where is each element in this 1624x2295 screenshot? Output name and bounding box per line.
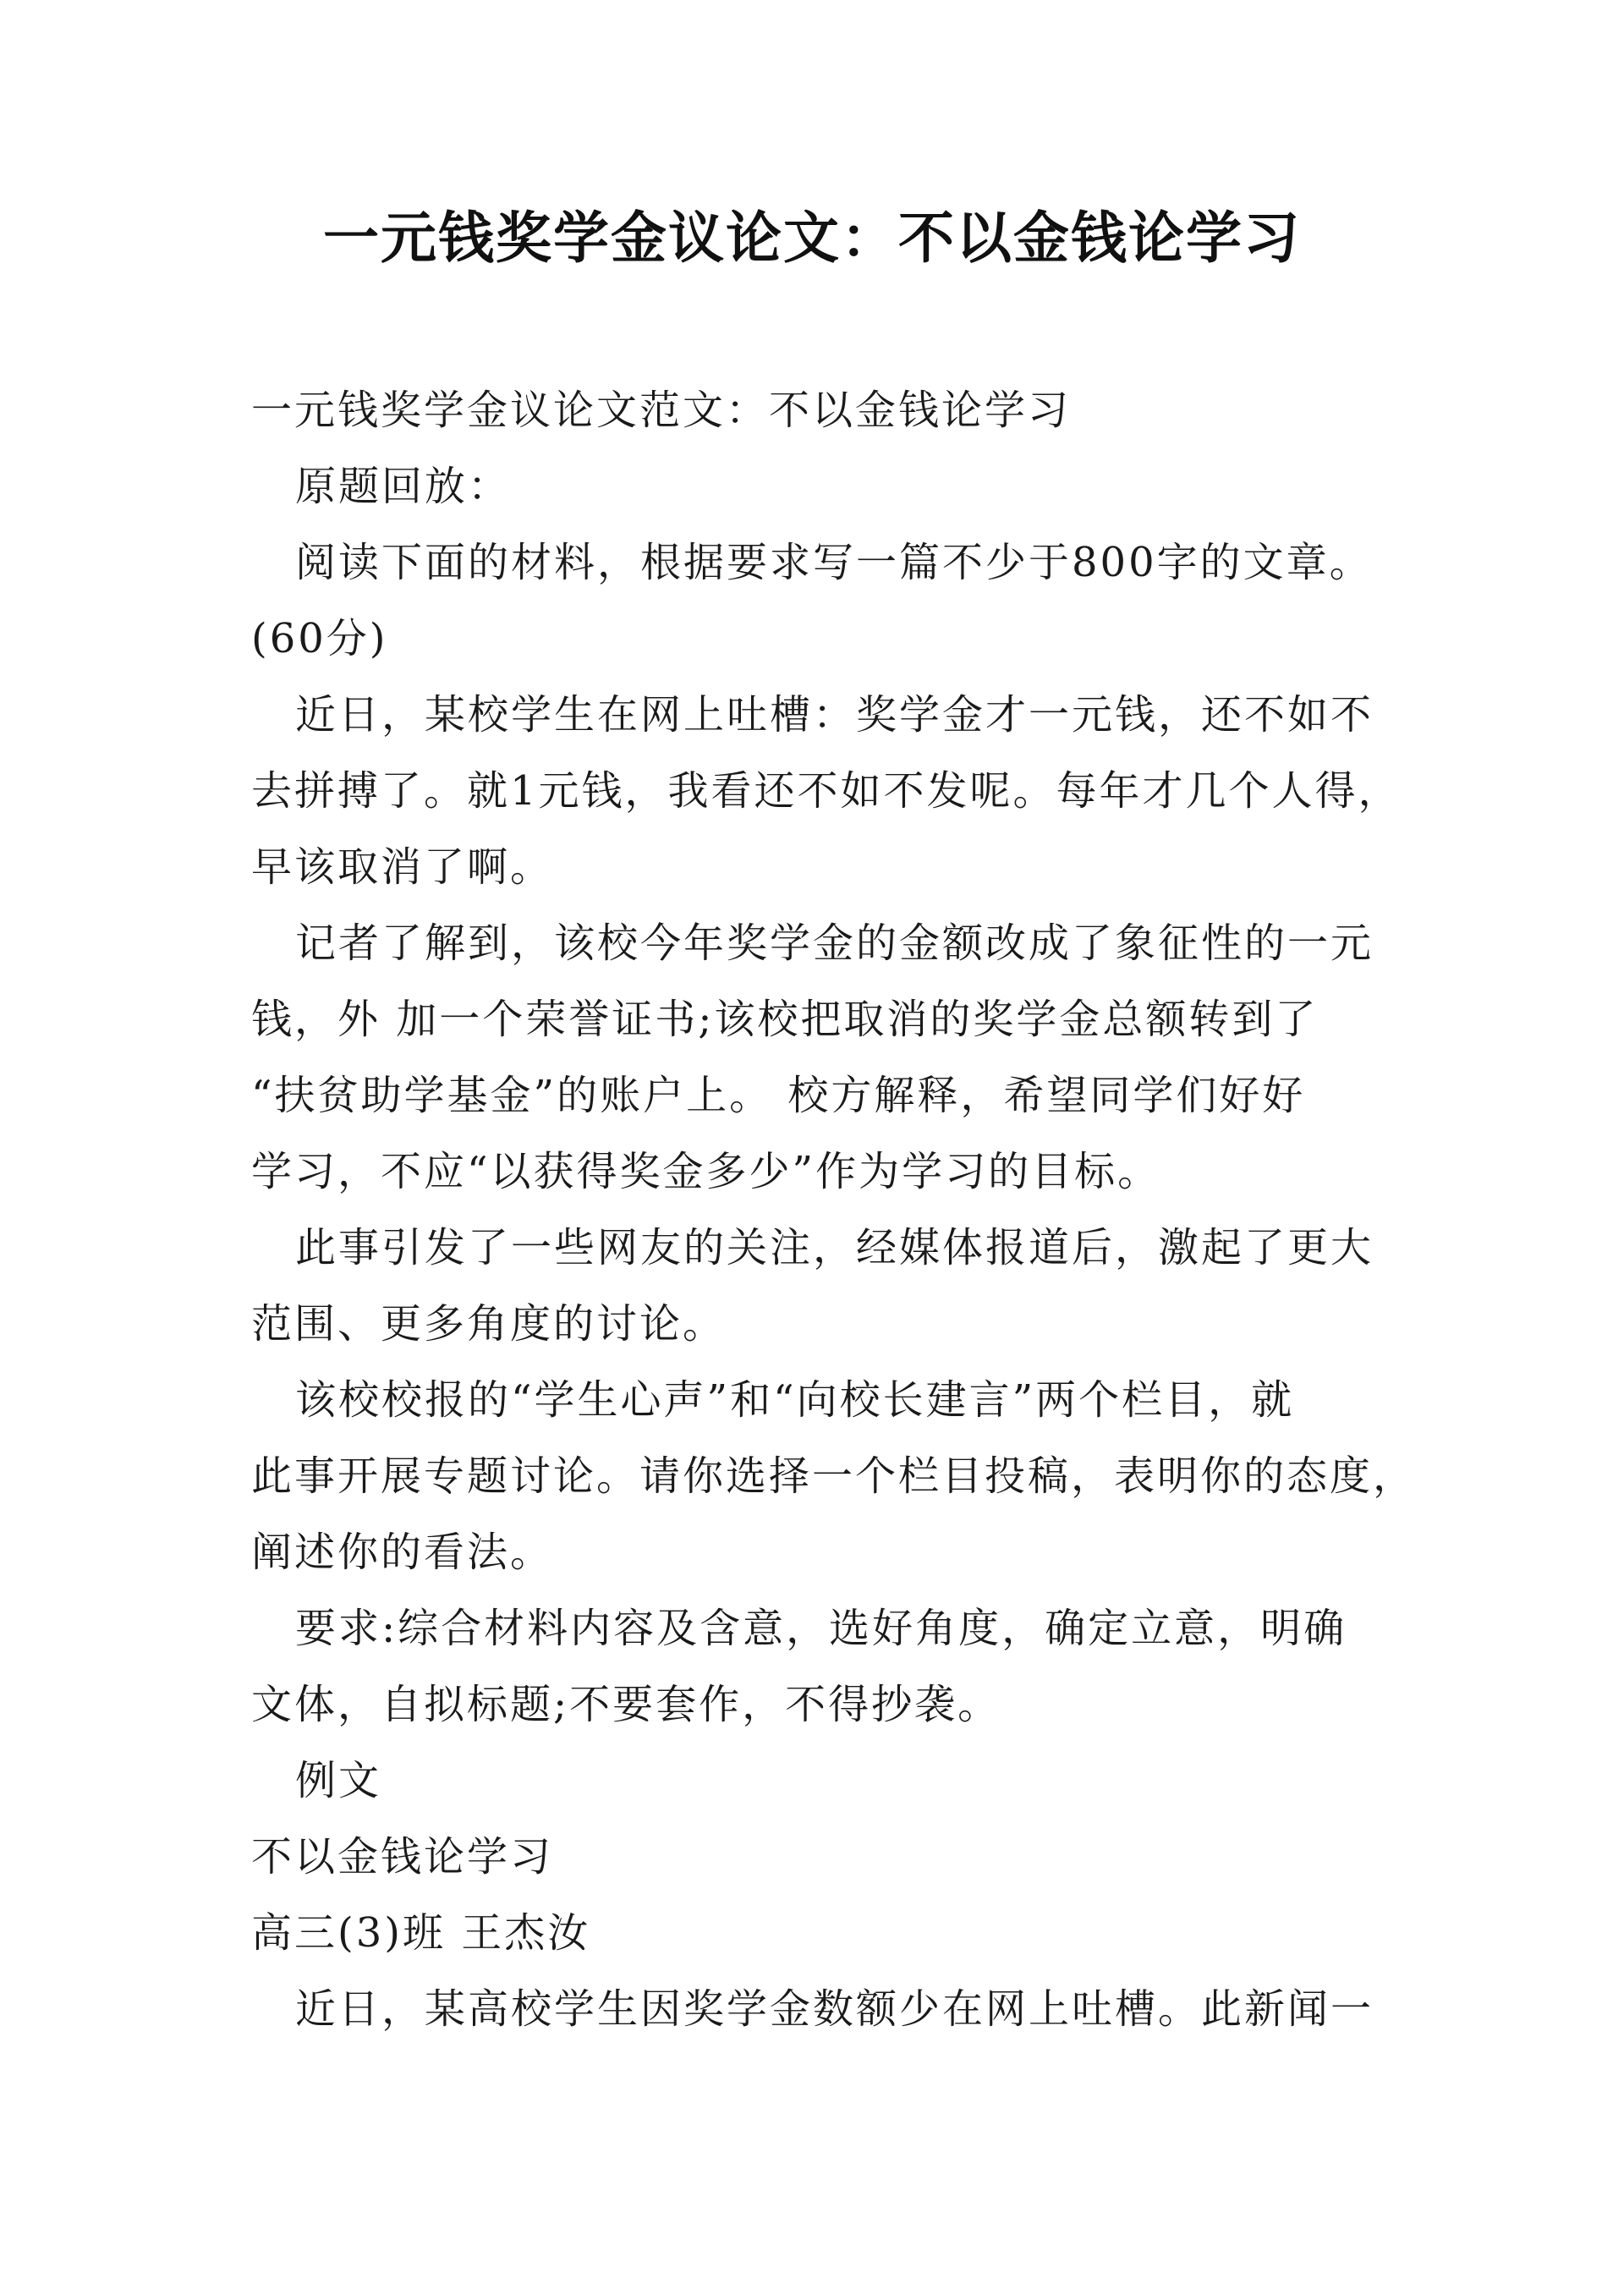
paragraph-line: (60分) <box>251 615 388 662</box>
paragraph-line: 记者了解到，该校今年奖学金的金额改成了象征性的一元 <box>295 920 1374 967</box>
section-heading-example: 例文 <box>295 1757 382 1804</box>
paragraph-line: 阅读下面的材料，根据要求写一篇不少于800字的文章。 <box>295 539 1373 586</box>
essay-title: 不以金钱论学习 <box>251 1833 554 1880</box>
document-title: 一元钱奖学金议论文：不以金钱论学习 <box>323 206 1301 271</box>
paragraph-line: 早该取消了啊。 <box>251 843 554 891</box>
paragraph-line: 要求:综合材料内容及含意，选好角度，确定立意，明确 <box>295 1605 1347 1652</box>
document-body <box>251 372 1417 2047</box>
paragraph-line: 该校校报的“学生心声”和“向校长建言”两个栏目，就 <box>295 1376 1295 1424</box>
paragraph-line: 范围、更多角度的讨论。 <box>251 1300 727 1348</box>
paragraph-line: 此事开展专题讨论。请你选择一个栏目投稿，表明你的态度， <box>251 1452 1417 1500</box>
paragraph-line: 文体，自拟标题;不要套作，不得抄袭。 <box>251 1681 1001 1728</box>
intro-line: 一元钱奖学金议论文范文：不以金钱论学习 <box>251 387 1072 434</box>
paragraph-line: “扶贫助学基金”的账户上。 校方解释，希望同学们好好 <box>251 1072 1306 1119</box>
paragraph-line: 此事引发了一些网友的关注，经媒体报道后，激起了更大 <box>295 1224 1374 1271</box>
paragraph-line: 去拼搏了。就1元钱，我看还不如不发呢。每年才几个人得， <box>251 767 1402 815</box>
paragraph-line: 阐述你的看法。 <box>251 1529 554 1576</box>
paragraph-line: 近日，某高校学生因奖学金数额少在网上吐槽。此新闻一 <box>295 1985 1374 2033</box>
section-heading-original-question: 原题回放： <box>295 463 512 510</box>
essay-author: 高三(3)班 王杰汝 <box>251 1909 591 1957</box>
paragraph-line: 近日，某校学生在网上吐槽：奖学金才一元钱，还不如不 <box>295 691 1374 738</box>
paragraph-line: 学习，不应“以获得奖金多少”作为学习的目标。 <box>251 1148 1161 1195</box>
paragraph-line: 钱，外 加一个荣誉证书;该校把取消的奖学金总额转到了 <box>251 996 1319 1043</box>
